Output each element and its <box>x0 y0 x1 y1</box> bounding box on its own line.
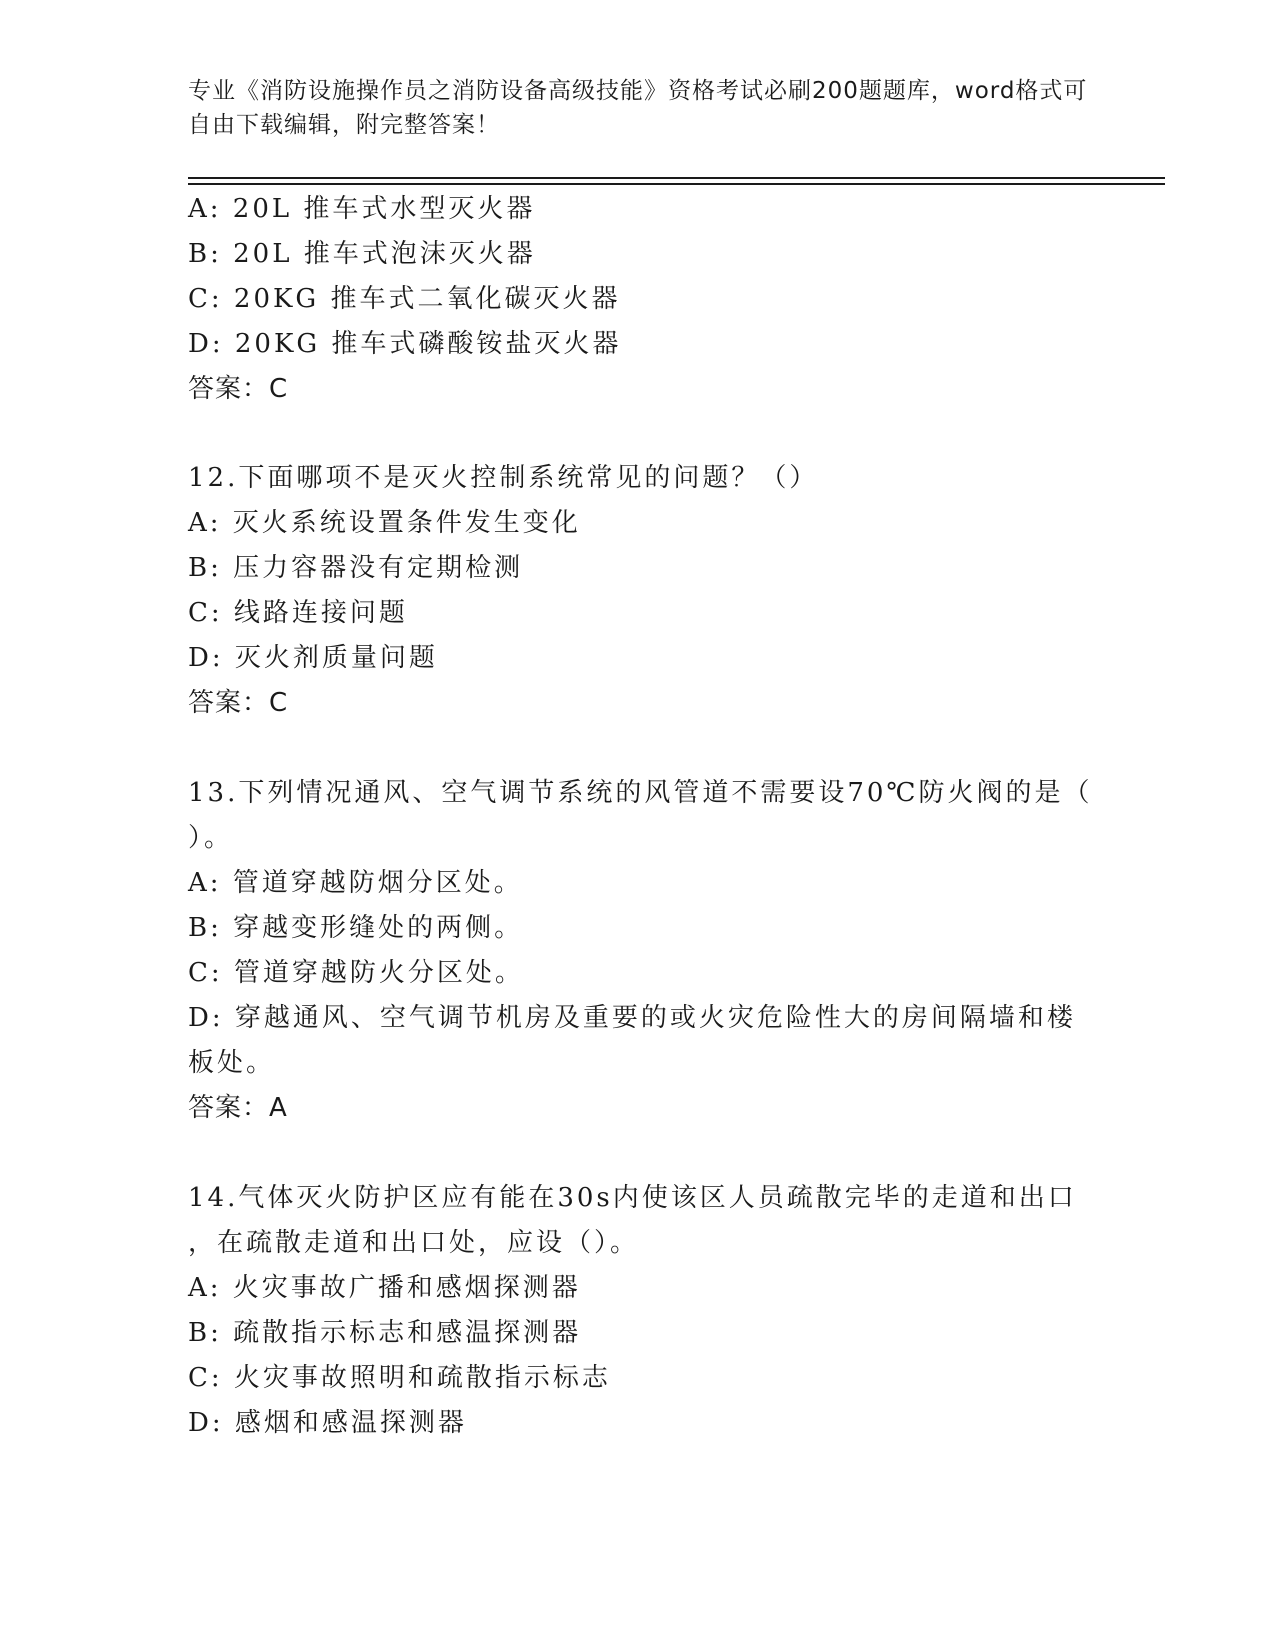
q13-option-b: B: 穿越变形缝处的两侧。 <box>188 913 524 943</box>
q14-option-c: C: 火灾事故照明和疏散指示标志 <box>188 1363 611 1393</box>
q11-option-a: A: 20L 推车式水型灭火器 <box>188 194 536 224</box>
q13-option-c: C: 管道穿越防火分区处。 <box>188 958 524 988</box>
q12-option-c: C: 线路连接问题 <box>188 598 408 628</box>
header-divider-bottom <box>188 183 1165 185</box>
q12-option-b: B: 压力容器没有定期检测 <box>188 553 524 583</box>
q14-option-b: B: 疏散指示标志和感温探测器 <box>188 1318 582 1348</box>
q14-question-line1: 14.气体灭火防护区应有能在30s内使该区人员疏散完毕的走道和出口 <box>188 1183 1077 1213</box>
q13-option-d-line2: 板处。 <box>188 1048 276 1078</box>
q14-option-a: A: 火灾事故广播和感烟探测器 <box>188 1273 581 1303</box>
q11-answer: 答案：C <box>188 374 289 404</box>
q11-option-c: C: 20KG 推车式二氧化碳灭火器 <box>188 284 621 314</box>
document-header: 专业《消防设施操作员之消防设备高级技能》资格考试必刷200题题库，word格式可自由下载编辑，附完整答案！ <box>188 78 1088 138</box>
q14-option-d: D: 感烟和感温探测器 <box>188 1408 467 1438</box>
q12-answer: 答案：C <box>188 688 289 718</box>
q12-question: 12.下面哪项不是灭火控制系统常见的问题？（） <box>188 463 819 493</box>
q13-question-line1: 13.下列情况通风、空气调节系统的风管道不需要设70℃防火阀的是（ <box>188 778 1093 808</box>
header-divider-top <box>188 177 1165 179</box>
q12-option-d: D: 灭火剂质量问题 <box>188 643 438 673</box>
q11-option-b: B: 20L 推车式泡沫灭火器 <box>188 239 536 269</box>
q12-option-a: A: 灭火系统设置条件发生变化 <box>188 508 581 538</box>
q13-question-line2: ）。 <box>188 823 234 853</box>
q11-option-d: D: 20KG 推车式磷酸铵盐灭火器 <box>188 329 622 359</box>
q14-question-line2: ，在疏散走道和出口处，应设（）。 <box>188 1228 640 1258</box>
q13-option-a: A: 管道穿越防烟分区处。 <box>188 868 523 898</box>
q13-answer: 答案：A <box>188 1093 288 1123</box>
q13-option-d-line1: D: 穿越通风、空气调节机房及重要的或火灾危险性大的房间隔墙和楼 <box>188 1003 1076 1033</box>
